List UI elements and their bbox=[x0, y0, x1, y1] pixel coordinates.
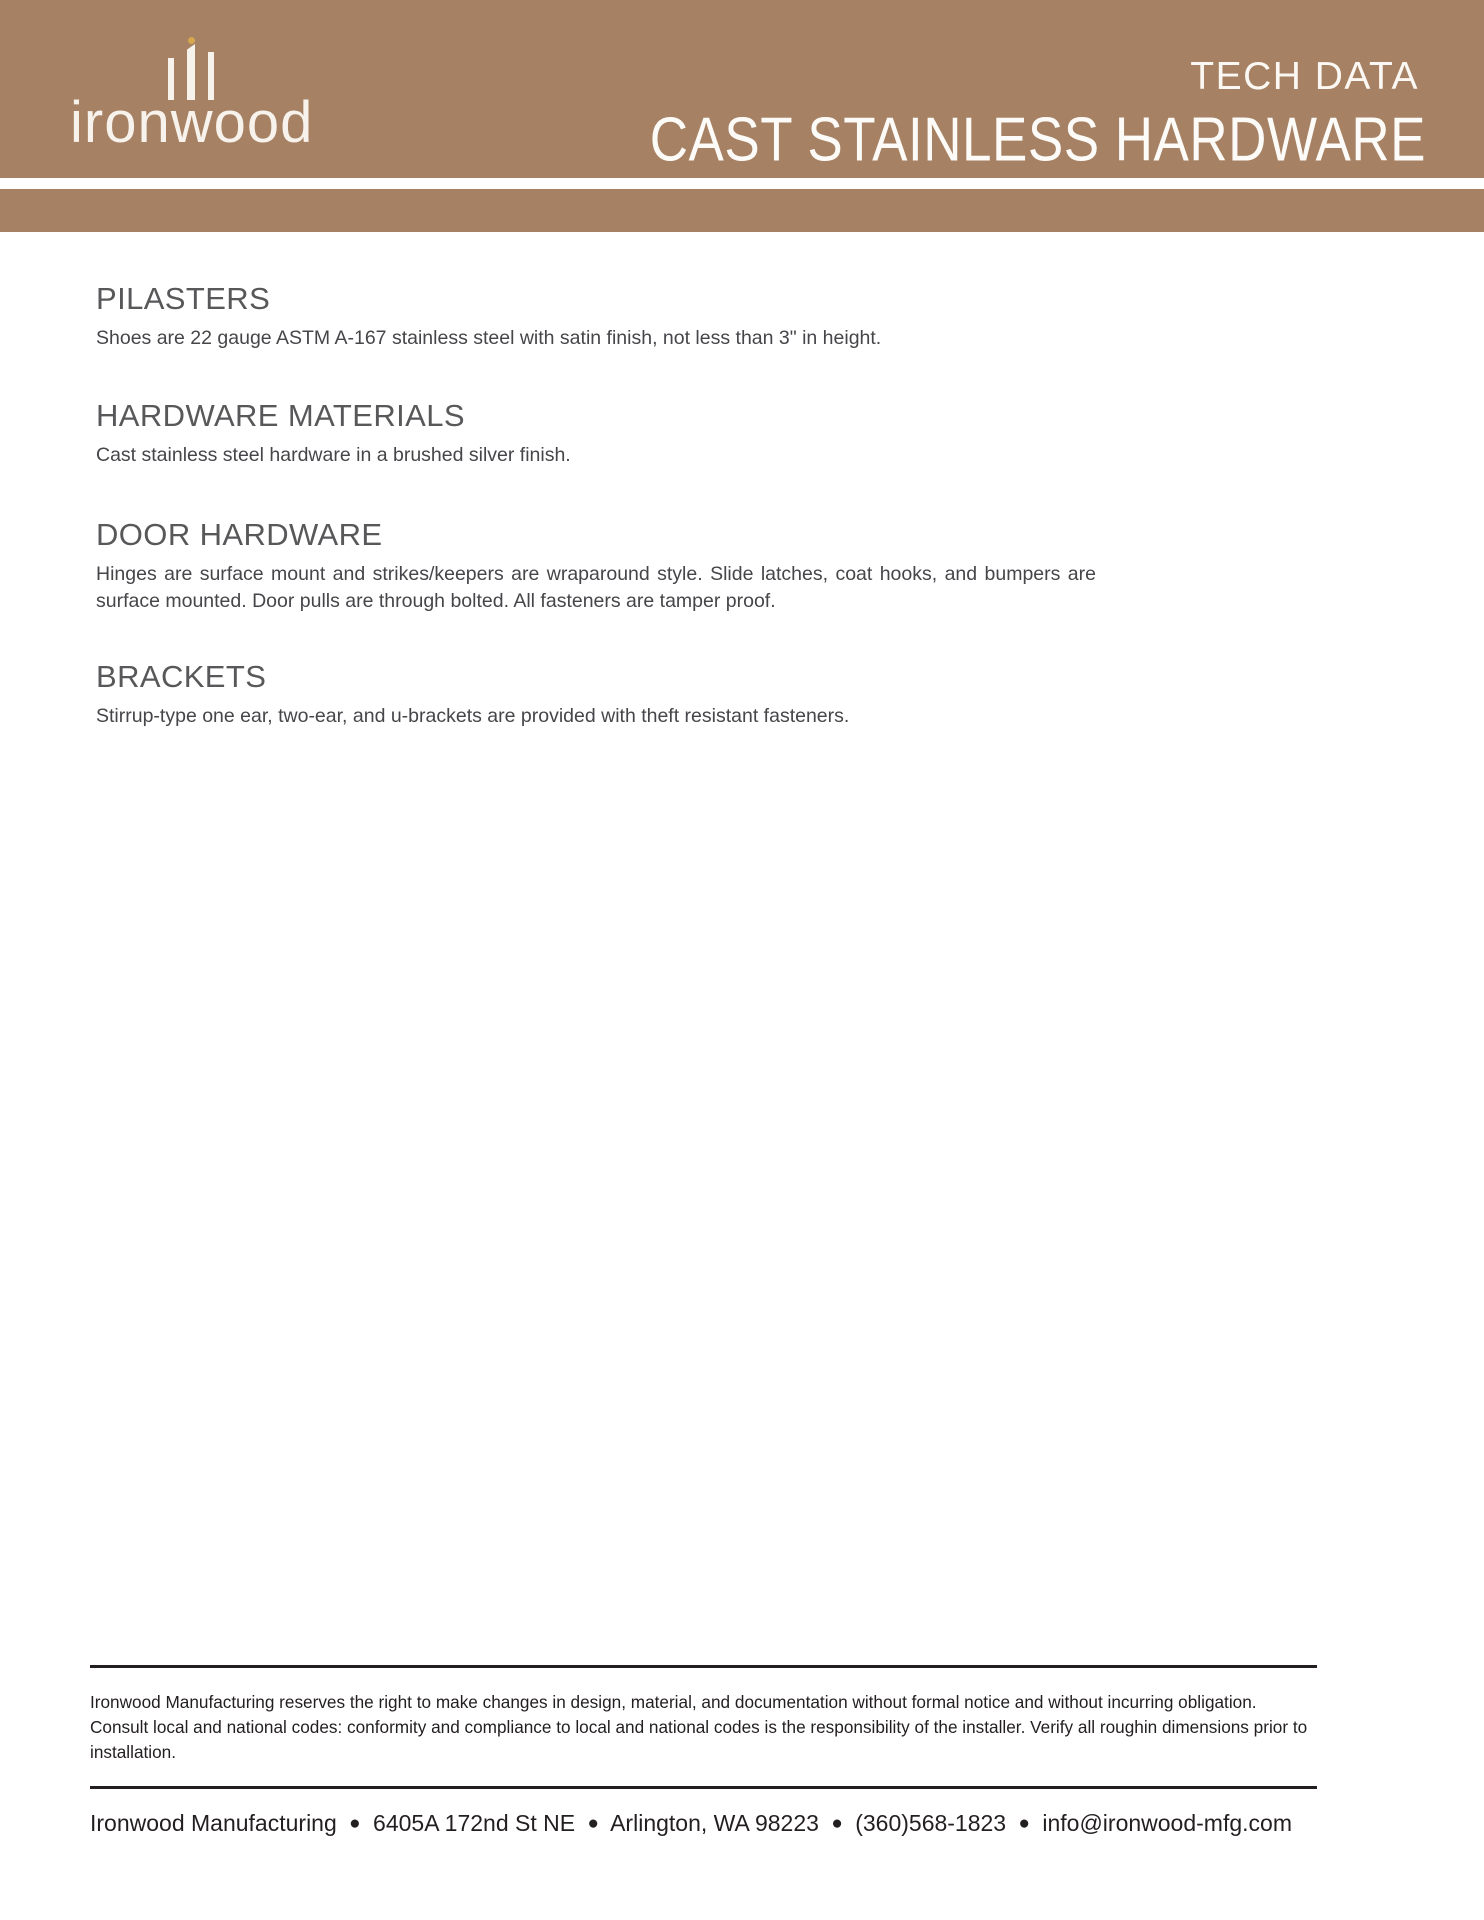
footer-city-state-zip: Arlington, WA 98223 bbox=[610, 1809, 819, 1836]
footer-bottom-divider bbox=[90, 1786, 1317, 1789]
footer-email[interactable]: info@ironwood-mfg.com bbox=[1042, 1809, 1292, 1836]
logo-accent-dot-icon bbox=[188, 37, 195, 44]
footer-disclaimer: Ironwood Manufacturing reserves the right to make changes in design, material, and documentation without formal notice and without incurring obligation. Consult local and national codes: conformity and compliance to local and national codes is the responsibility of the installer. Verify all roughin dimensions prior to installation. bbox=[90, 1692, 1308, 1762]
footer-contact-line bbox=[90, 1810, 1390, 1838]
section-body-pilasters: Shoes are 22 gauge ASTM A-167 stainless steel with satin finish, not less than 3" in height. bbox=[96, 326, 882, 349]
section-heading-pilasters: PILASTERS bbox=[96, 281, 271, 316]
page-title: CAST STAINLESS HARDWARE bbox=[649, 105, 1426, 175]
section-door-hardware bbox=[96, 516, 1196, 616]
page-header bbox=[0, 0, 1484, 207]
header-secondary-band bbox=[0, 189, 1484, 232]
header-divider-rule bbox=[0, 178, 1484, 189]
section-heading-brackets: BRACKETS bbox=[96, 659, 267, 694]
section-body-hardware-materials: Cast stainless steel hardware in a brushed silver finish. bbox=[96, 444, 571, 467]
footer-phone[interactable]: (360)568-1823 bbox=[855, 1809, 1007, 1836]
footer-separator-icon: ● bbox=[831, 1812, 843, 1834]
section-body-door-hardware: Hinges are surface mount and strikes/keepers are wraparound style. Slide latches, coat hooks, and bumpers are surface mounted. Door pulls are through bolted. All fasteners are tamper proof. bbox=[96, 562, 1096, 613]
footer-separator-icon: ● bbox=[587, 1812, 599, 1834]
section-heading-door-hardware: DOOR HARDWARE bbox=[96, 516, 383, 552]
footer-company-name: Ironwood Manufacturing bbox=[90, 1809, 337, 1836]
section-pilasters bbox=[96, 280, 1196, 352]
section-heading-hardware-materials: HARDWARE MATERIALS bbox=[96, 398, 465, 434]
section-hardware-materials bbox=[96, 397, 1196, 469]
section-brackets bbox=[96, 658, 1196, 730]
header-eyebrow: TECH DATA bbox=[1190, 55, 1419, 98]
section-body-brackets: Stirrup-type one ear, two-ear, and u-brackets are provided with theft resistant fasteners. bbox=[96, 704, 850, 727]
page-footer bbox=[90, 1665, 1390, 1837]
document-body bbox=[96, 280, 1196, 730]
brand-logo bbox=[70, 42, 390, 167]
footer-top-divider bbox=[90, 1665, 1317, 1668]
footer-street-address: 6405A 172nd St NE bbox=[373, 1809, 576, 1836]
footer-separator-icon: ● bbox=[349, 1812, 361, 1834]
footer-separator-icon: ● bbox=[1018, 1812, 1030, 1834]
brand-name: ironwood bbox=[70, 90, 314, 155]
